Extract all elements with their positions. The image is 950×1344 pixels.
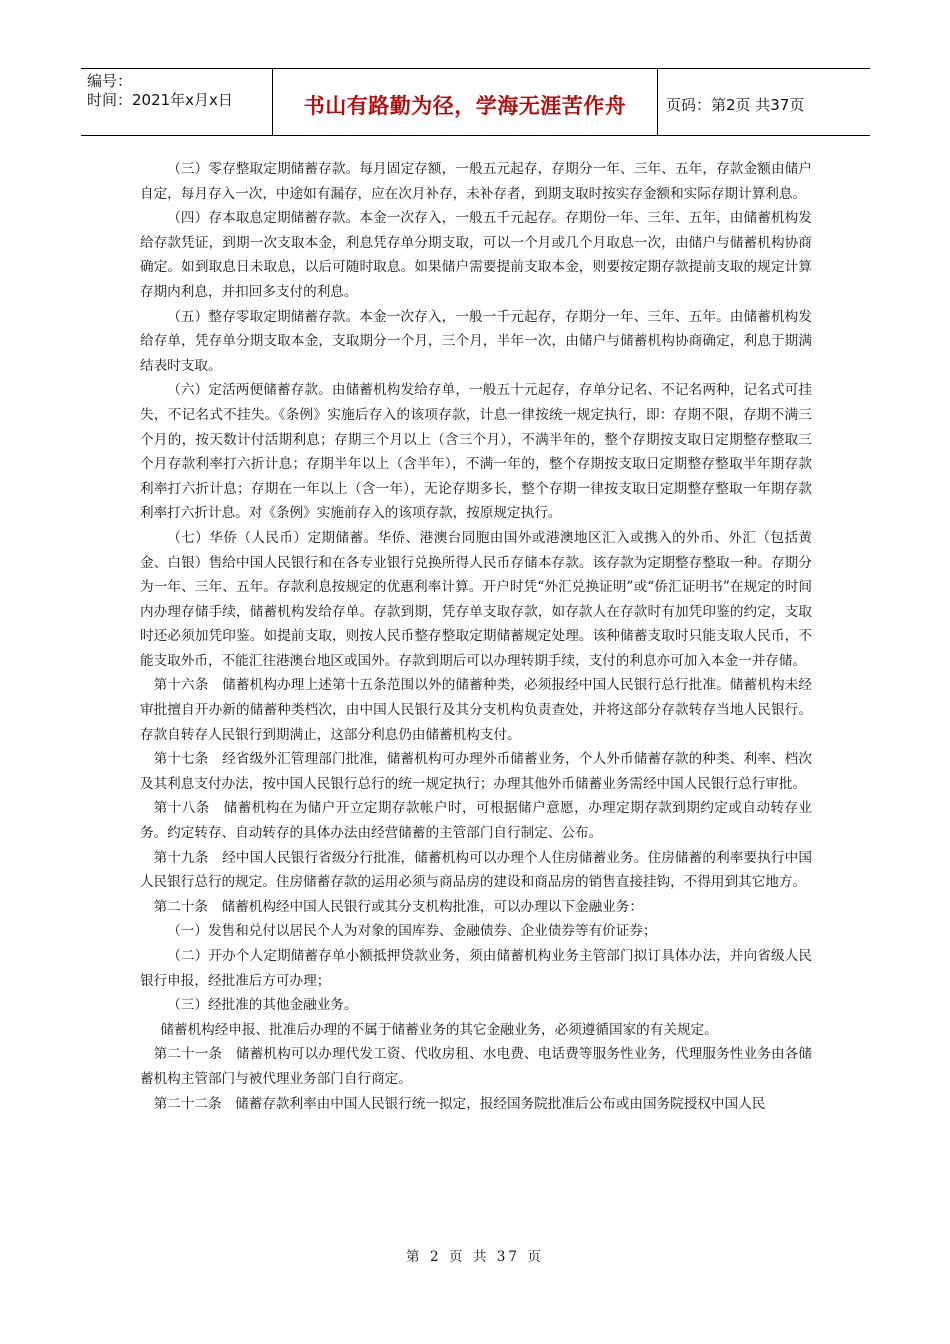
paragraph: （五）整存零取定期储蓄存款。本金一次存入，一般一千元起存，存期分一年、三年、五年。由储蓄机构发给存单，凭存单分期支取本金，支取期分一个月，三个月，半年一次，由储户与储蓄机构协商确定，利息于期满结表时支取。	[140, 308, 812, 374]
article-18: 第十八条 储蓄机构在为储户开立定期存款帐户时，可根据储户意愿，办理定期存款到期约定或自动转存业务。约定转存、自动转存的具体办法由经营储蓄的主管部门自行制定、公布。	[140, 800, 812, 842]
paragraph: （四）存本取息定期储蓄存款。本金一次存入，一般五千元起存。存期份一年、三年、五年，由储蓄机构发给存款凭证，到期一次支取本金，利息凭存单分期支取，可以一个月或几个月取息一次，由储户与储蓄机构协商确定。如到取息日未取息，以后可随时取息。如果储户需要提前支取本金，则要按定期存款提前支取的规定计算存期内利息，并扣回多支付的利息。	[140, 210, 812, 300]
article-21: 第二十一条 储蓄机构可以办理代发工资、代收房租、水电费、电话费等服务性业务，代理服务性业务由各储蓄机构主管部门与被代理业务部门自行商定。	[140, 1046, 812, 1087]
paragraph: （六）定活两便储蓄存款。由储蓄机构发给存单，一般五十元起存，存单分记名、不记名两种，记名式可挂失，不记名式不挂失。《条例》实施后存入的该项存款，计息一律按统一规定执行，即：存期不限，存期不满三个月的，按天数计付活期利息；存期三个月以上（含三个月），不满半年的，整个存期按支取日定期整存整取三个月存款利率打六折计息；存期半年以上（含半年），不满一年的，整个存期按支取日定期整存整取半年期存款利率打六折计息；存期在一年以上（含一年），无论存期多长，整个存期一律按支取日定期整存整取一年期存款利率打六折计息。对《条例》实施前存入的该项存款，按原规定执行。	[140, 382, 812, 522]
page-header	[81, 68, 870, 136]
article-20: 第二十条 储蓄机构经中国人民银行或其分支机构批准，可以办理以下金融业务：	[153, 898, 643, 915]
page-footer: 第 2 页 共 37 页	[406, 1249, 544, 1265]
article-20-note: 储蓄机构经申报、批准后办理的不属于储蓄业务的其它金融业务，必须遵循国家的有关规定。	[160, 1021, 718, 1038]
paragraph: （七）华侨（人民币）定期储蓄。华侨、港澳台同胞由国外或港澳地区汇入或携入的外币、外汇（包括黄金、白银）售给中国人民银行和在各专业银行兑换所得人民币存储本存款。该存款为定期整存整取一种。存期分为一年、三年、五年。存款利息按规定的优惠利率计算。开户时凭“外汇兑换证明”或“侨汇证明书”在规定的时间内办理存储手续，储蓄机构发给存单。存款到期，凭存单支取存款，如存款人在存款时有加凭印鉴的约定，支取时还必须加凭印鉴。如提前支取，则按人民币整存整取定期储蓄规定处理。该种储蓄支取时只能支取人民币，不能支取外币，不能汇往港澳台地区或国外。存款到期后可以办理转期手续，支付的利息亦可加入本金一并存储。	[140, 529, 812, 669]
article-22: 第二十二条 储蓄存款利率由中国人民银行统一拟定，报经国务院批准后公布或由国务院授权中国人民	[153, 1095, 766, 1112]
article-16: 第十六条 储蓄机构办理上述第十五条范围以外的储蓄种类，必须报经中国人民银行总行批准。储蓄机构未经审批擅自开办新的储蓄种类档次，由中国人民银行及其分支机构负责查处，并将这部分存款转存当地人民银行。存款自转存人民银行到期满止，这部分利息仍由储蓄机构支付。	[140, 677, 812, 743]
document-body	[140, 157, 812, 1116]
article-20-item-3: （三）经批准的其他金融业务。	[167, 997, 358, 1014]
header-page-number: 页码：第2页 共37页	[666, 95, 805, 114]
date-label: 时间：2021年x月x日	[87, 91, 233, 109]
article-20-item-2: （二）开办个人定期储蓄存单小额抵押贷款业务，须由储蓄机构业务主管部门拟订具体办法，并向省级人民银行申报，经批准后方可办理；	[140, 948, 812, 989]
article-17: 第十七条 经省级外汇管理部门批准，储蓄机构可办理外币储蓄业务，个人外币储蓄存款的种类、利率、档次及其利息支付办法，按中国人民银行总行的统一规定执行；办理其他外币储蓄业务需经中国人民银行总行审批。	[140, 751, 812, 792]
serial-label: 编号：	[87, 72, 133, 90]
article-19: 第十九条 经中国人民银行省级分行批准，储蓄机构可以办理个人住房储蓄业务。住房储蓄的利率要执行中国人民银行总行的规定。住房储蓄存款的运用必须与商品房的建设和商品房的销售直接挂钩，不得用到其它地方。	[140, 849, 812, 891]
header-meta	[81, 69, 273, 135]
header-motto: 书山有路勤为径，学海无涯苦作舟	[273, 69, 658, 135]
paragraph: （三）零存整取定期储蓄存款。每月固定存额，一般五元起存，存期分一年、三年、五年，存款金额由储户自定，每月存入一次，中途如有漏存，应在次月补存，未补存者，到期支取时按实存金额和实际存期计算利息。	[140, 161, 812, 202]
article-20-item-1: （一）发售和兑付以居民个人为对象的国库券、金融债券、企业债券等有价证券；	[167, 923, 657, 940]
